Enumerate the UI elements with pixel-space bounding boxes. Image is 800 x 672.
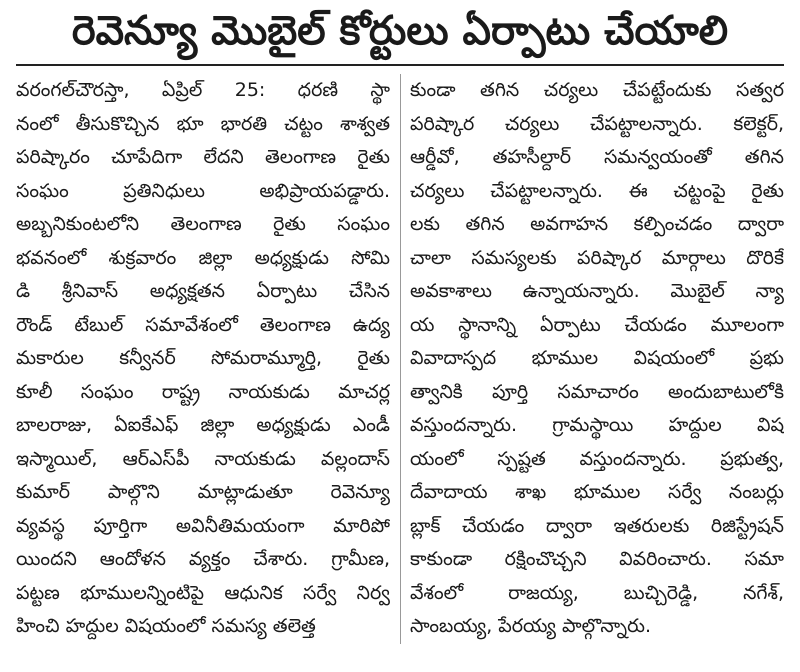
text-line: చర్యలు చేపట్టాలన్నారు. ఈ చట్టంపై రైతు [410, 179, 784, 202]
text-line: డి శ్రీనివాస్ అధ్యక్షతన ఏర్పాటు చేసిన [16, 280, 390, 302]
text-line: పరిష్కార చర్యలు చేపట్టాలన్నారు. కలెక్టర్, [410, 112, 784, 135]
text-line: వరంగల్‌చౌరస్తా, ఏప్రిల్ 25: ధరణి స్థా [16, 79, 390, 101]
left-column [16, 74, 390, 644]
text-line: హించి హద్దుల విషయంలో సమస్య తలెత్త [16, 615, 316, 637]
text-line: పట్టణ భూములన్నింటిపై ఆధునిక సర్వే నిర్వ [16, 581, 390, 604]
text-line: వివాదాస్పద భూముల విషయంలో ప్రభు [410, 347, 784, 369]
text-line: కూలీ సంఘం రాష్ట్ర నాయకుడు మాచర్ల [16, 380, 390, 403]
text-line: వేశంలో రాజయ్య, బుచ్చిరెడ్డి, నగేశ్, [410, 581, 784, 604]
text-line: లకు తగిన అవగాహన కల్పించడం ద్వారా [410, 213, 784, 235]
headline-rule [16, 64, 784, 66]
text-line: దేవాదాయ శాఖ భూముల సర్వే నంబర్లు [410, 481, 784, 503]
text-line: సాంబయ్య, పేరయ్య పాల్గొన్నారు. [410, 615, 651, 637]
text-line: అబ్బనికుంటలోని తెలంగాణ రైతు సంఘం [16, 213, 390, 235]
text-line: బాలరాజు, ఏఐకేఎఫ్ జిల్లా అధ్యక్షుడు ఎండీ [16, 414, 390, 436]
text-line: వ్యవస్థ పూర్తిగా అవినీతిమయంగా మారిపో [16, 514, 390, 537]
text-line: కుండా తగిన చర్యలు చేపట్టేందుకు సత్వర [410, 79, 784, 101]
text-line: వస్తుందన్నారు. గ్రామస్థాయి హద్దుల విష [410, 414, 784, 436]
text-line: సంఘం ప్రతినిధులు అభిప్రాయపడ్డారు. [16, 179, 390, 202]
text-line: య స్థానాన్ని ఏర్పాటు చేయడం మూలంగా [410, 313, 784, 336]
text-line: పరిష్కారం చూపేదిగా లేదని తెలంగాణ రైతు [16, 146, 390, 168]
column-divider [400, 74, 401, 644]
text-line: చాలా సమస్యలకు పరిష్కార మార్గాలు దొరికే [410, 246, 784, 269]
right-column [410, 74, 784, 644]
text-line: బ్లాక్ చేయడం ద్వారా ఇతరులకు రిజిస్ట్రేషన్ [410, 514, 784, 537]
text-line: త్వానికి పూర్తి సమాచారం అందుబాటులోకి [410, 380, 784, 403]
text-line: నంలో తీసుకొచ్చిన భూ భారతి చట్టం శాశ్వత [16, 112, 390, 135]
text-line: కాకుండా రక్షించొచ్చని వివరించారు. సమా [410, 548, 784, 570]
article-body [16, 74, 784, 644]
text-line: రౌండ్ టేబుల్ సమావేశంలో తెలంగాణ ఉద్య [16, 313, 390, 336]
text-line: మకారుల కన్వీనర్ సోమరామ్మూర్తి, రైతు [16, 347, 390, 369]
text-line: యంలో స్పష్టత వస్తుందన్నారు. ప్రభుత్వ, [410, 447, 784, 470]
headline: రెవెన్యూ మొబైల్ కోర్టులు ఏర్పాటు చేయాలి [71, 8, 729, 54]
text-line: అవకాశాలు ఉన్నాయన్నారు. మొబైల్ న్యా [410, 280, 784, 302]
text-line: ఇస్మాయిల్, ఆర్ఎస్‌పీ నాయకుడు వల్లందాస్ [16, 447, 390, 470]
text-line: యిందని ఆందోళన వ్యక్తం చేశారు. గ్రామీణ, [16, 548, 390, 570]
text-line: భవనంలో శుక్రవారం జిల్లా అధ్యక్షుడు సోమి [16, 246, 390, 269]
text-line: ఆర్డీవో, తహసీల్దార్ సమన్వయంతో తగిన [410, 146, 784, 168]
text-line: కుమార్ పాల్గొని మాట్లాడుతూ రెవెన్యూ [16, 481, 390, 503]
